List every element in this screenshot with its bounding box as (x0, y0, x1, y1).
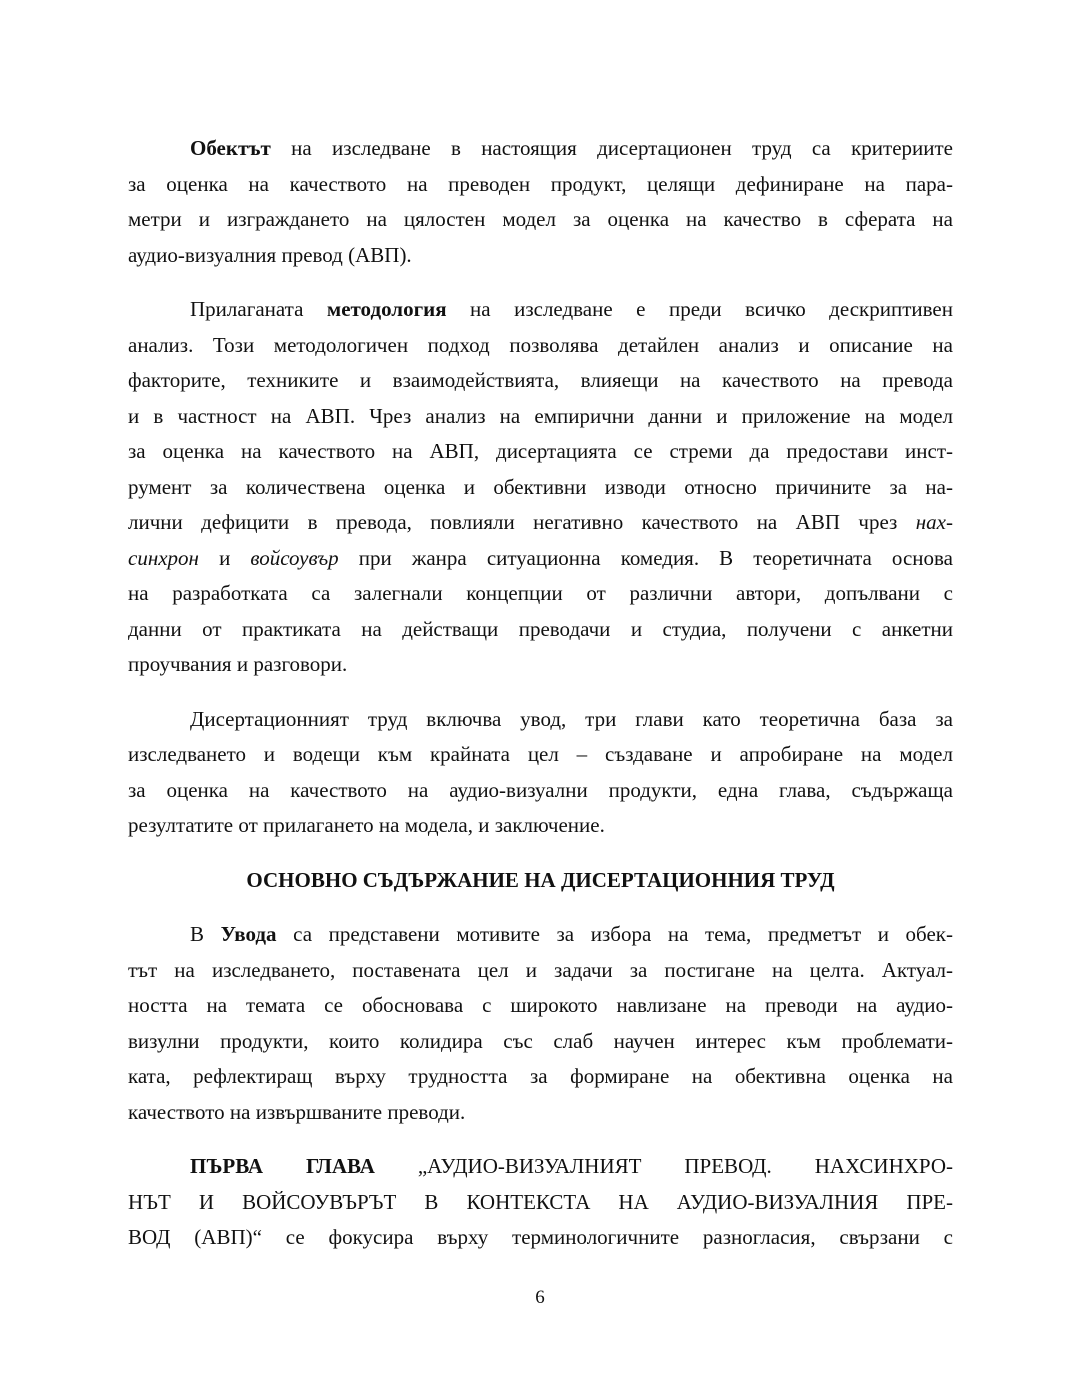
text-line: НЪТ И ВОЙСОУВЪРЪТ В КОНТЕКСТА НА АУДИО-ВИЗУАЛНИЯ ПРЕ- (128, 1189, 953, 1214)
text-line: за оценка на качеството на преводен продукт, целящи дефиниране на пара- (128, 171, 953, 196)
paragraph-introduction (128, 917, 953, 1130)
bold-term: Обектът (190, 136, 271, 160)
bold-term: методология (326, 297, 447, 321)
text-line: ността на темата се обосновава с широкото навлизане на преводи на аудио- (128, 993, 953, 1017)
paragraph-object (128, 131, 953, 273)
text-line: румент за количествена оценка и обективни изводи относно причините за на- (128, 474, 953, 499)
text-line: аудио-визуалния превод (АВП). (128, 242, 412, 267)
text-line: метри и изграждането на цялостен модел за оценка на качество в сферата на (128, 207, 953, 231)
text-line: за оценка на качеството на АВП, дисертацията се стреми да предостави инст- (128, 439, 953, 463)
section-heading: ОСНОВНО СЪДЪРЖАНИЕ НА ДИСЕРТАЦИОННИЯ ТРУД (246, 867, 835, 892)
text-line: резултатите от прилагането на модела, и заключение. (128, 813, 605, 837)
text-line: Прилаганата методология на изследване е преди всичко дескриптивен (190, 297, 953, 321)
text-line: и в частност на АВП. Чрез анализ на емпирични данни и приложение на модел (128, 403, 953, 428)
text-line: ката, рефлектиращ върху трудността за формиране на обективна оценка на (128, 1064, 953, 1088)
text-line: ПЪРВА ГЛАВА „АУДИО-ВИЗУАЛНИЯТ ПРЕВОД. НАХСИНХРО- (190, 1154, 953, 1178)
text-line: Обектът на изследване в настоящия дисертационен труд са критериите (190, 136, 953, 160)
text-line: качеството на извършваните преводи. (128, 1099, 466, 1124)
text-line: синхрон и войсоувър при жанра ситуационна комедия. В теоретичната основа (128, 545, 953, 570)
text-line: тът на изследването, поставената цел и задачи за постигане на целта. Актуал- (128, 957, 953, 982)
paragraph-chapter-one (128, 1149, 953, 1256)
italic-term: нах- (915, 510, 953, 534)
text-line: лични дефицити в превода, повлияли негативно качеството на АВП чрез нах- (128, 510, 953, 534)
text-line: В Увода са представени мотивите за избора на тема, предметът и обек- (190, 922, 953, 946)
paragraph-structure (128, 702, 953, 844)
paragraph-methodology (128, 292, 953, 683)
italic-term: войсоувър (250, 545, 339, 570)
text-line: ВОД (АВП)“ се фокусира върху терминологичните разногласия, свързани с (128, 1225, 953, 1249)
page-number: 6 (535, 1287, 545, 1308)
text-line: Дисертационният труд включва увод, три глави като теоретична база за (190, 706, 953, 731)
document-page (128, 131, 953, 1275)
text-line: проучвания и разговори. (128, 652, 348, 676)
text-line: на разработката са залегнали концепции от различни автори, допълвани с (128, 581, 953, 605)
text-line: визулни продукти, които колидира със слаб научен интерес към проблемати- (128, 1028, 953, 1053)
text-line: изследването и водещи към крайната цел – създаване и апробиране на модел (128, 742, 953, 766)
bold-term: ПЪРВА ГЛАВА (190, 1154, 375, 1178)
text-line: факторите, техниките и взаимодействията, влияещи на качеството на превода (128, 368, 953, 392)
text-line: за оценка на качеството на аудио-визуални продукти, една глава, съдържаща (128, 777, 953, 802)
text-line: данни от практиката на действащи преводачи и студиа, получени с анкетни (128, 616, 953, 641)
italic-term: синхрон (128, 545, 199, 570)
bold-term: Увода (220, 922, 277, 946)
text-line: анализ. Този методологичен подход позволява детайлен анализ и описание на (128, 332, 953, 357)
